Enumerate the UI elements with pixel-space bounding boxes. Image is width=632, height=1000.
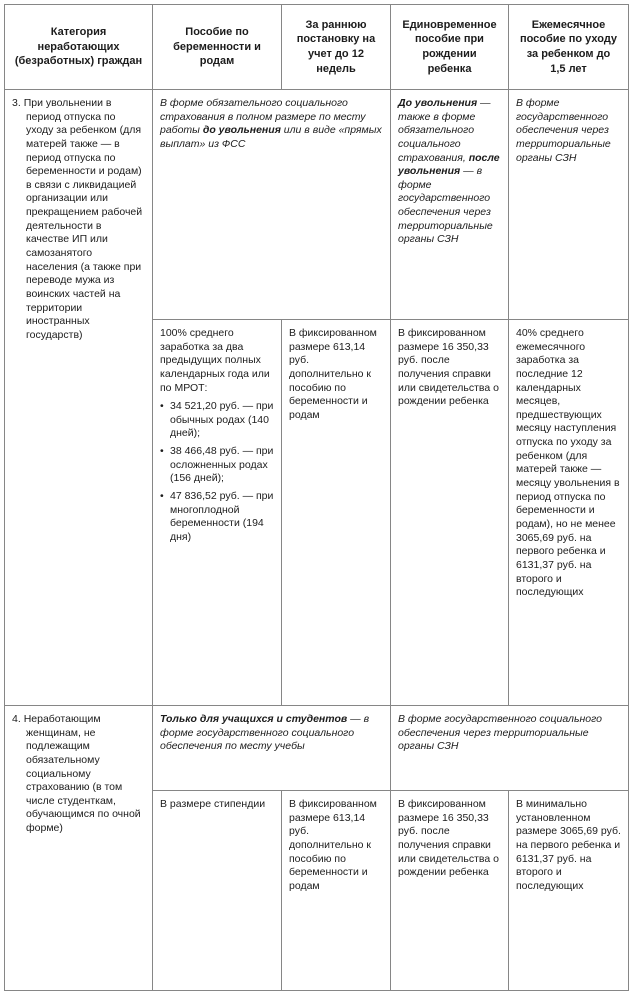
list-item [160,490,274,545]
birth-form-bold1: До увольнения [398,97,478,109]
cell-3-early-reg-amount [282,320,391,706]
birth-form-bold2: после увольнения [398,151,500,178]
cell-3-birth-form-note [391,90,509,320]
insurance-form-post: или в виде «прямых выплат» из ФСС [160,124,382,150]
bullet-icon: • [160,400,164,413]
bullet-icon: • [160,490,164,503]
category-3-text [12,97,145,343]
header-birth-lump-sum: Единовременное пособие при рождении ребенка [391,5,509,90]
cell-3-birth-amount [391,320,509,706]
cell-3-care-form-note [509,90,629,320]
szn-note-text: В форме государственного социального обеспечения через территориальные органы СЗН [398,713,603,753]
table-row [5,90,629,320]
category-4-number: 4. [12,713,21,725]
header-childcare-benefit: Ежемесячное пособие по уходу за ребенком до 1,5 лет [509,5,629,90]
cell-4-care-amount [509,791,629,991]
list-item [160,400,274,441]
maternity-bullet-1: 34 521,20 руб. — при обычных родах (140 дней); [170,400,274,440]
stipend-text: В размере стипендии [160,798,266,810]
category-3-number: 3. [12,97,21,109]
cell-3-care-amount [509,320,629,706]
category-4-description: Неработающим женщинам, не подлежащим обязательному социальному страхованию (в том числе студенткам, обучающимся по очной форме) [23,713,141,835]
students-note-bold: Только для учащихся и студентов [160,713,348,725]
maternity-intro: 100% среднего заработка за два предыдущих полных календарных года или по МРОТ: [160,327,270,394]
care-form-text: В форме государственного обеспечения через территориальные органы СЗН [516,97,611,164]
benefits-table [4,4,629,991]
cell-4-maternity-amount [153,791,282,991]
care-amount-text: 40% среднего ежемесячного заработка за последние 12 календарных месяцев, предшествующих месяцу наступления отпуска по уходу за ребенком (для матерей также — месяцу увольнения в период отпуска по беременности и родам), но не менее 3065,69 руб. на первого ребенка и 6131,37 руб. на второго и последующих [516,327,620,599]
table-row [5,706,629,791]
cell-4-birth-amount [391,791,509,991]
birth-amount-text: В фиксированном размере 16 350,33 руб. после получения справки или свидетельства о рождении ребенка [398,798,499,879]
cell-3-maternity-amount [153,320,282,706]
insurance-form-pre: В форме обязательного социального страхования в полном размере по месту работы [160,97,366,137]
insurance-form-bold: до увольнения [202,124,281,137]
birth-form-mid: — также в форме обязательного социального страхования, [398,97,491,164]
table-header-row [5,5,629,90]
header-early-registration: За раннюю постановку на учет до 12 недель [282,5,391,90]
students-note-post: — в форме государственного социального обеспечения по месту учебы [160,713,370,753]
cell-3-insurance-form-note [153,90,391,320]
category-3-description: При увольнении в период отпуска по уходу за ребенком (для матерей также — в период отпуска по беременности и родам) в связи с ликвидацией организации или прекращением рабочей деятельности в качестве ИП или самозанятого населения (а также при переводе мужа из воинских частей на территории иностранных государств) [23,97,143,341]
cell-category-3 [5,90,153,706]
cell-category-4 [5,706,153,991]
cell-4-early-reg-amount [282,791,391,991]
cell-4-szn-note [391,706,629,791]
bullet-icon: • [160,445,164,458]
header-category: Категория неработающих (безработных) граждан [5,5,153,90]
cell-4-students-note [153,706,391,791]
category-4-text [12,713,145,836]
early-reg-text: В фиксированном размере 613,14 руб. дополнительно к пособию по беременности и родам [289,798,377,892]
maternity-bullet-2: 38 466,48 руб. — при осложненных родах (156 дней); [170,445,274,485]
birth-form-tail: — в форме государственного обеспечения через территориальные органы СЗН [398,165,493,246]
list-item [160,445,274,486]
maternity-bullet-3: 47 836,52 руб. — при многоплодной беременности (194 дня) [170,490,274,543]
birth-amount-text: В фиксированном размере 16 350,33 руб. после получения справки или свидетельства о рождении ребенка [398,327,499,408]
header-maternity-benefit: Пособие по беременности и родам [153,5,282,90]
care-amount-text: В минимально установленном размере 3065,69 руб. на первого ребенка и 6131,37 руб. на второго и последующих [516,798,621,892]
early-reg-text: В фиксированном размере 613,14 руб. дополнительно к пособию по беременности и родам [289,327,377,421]
